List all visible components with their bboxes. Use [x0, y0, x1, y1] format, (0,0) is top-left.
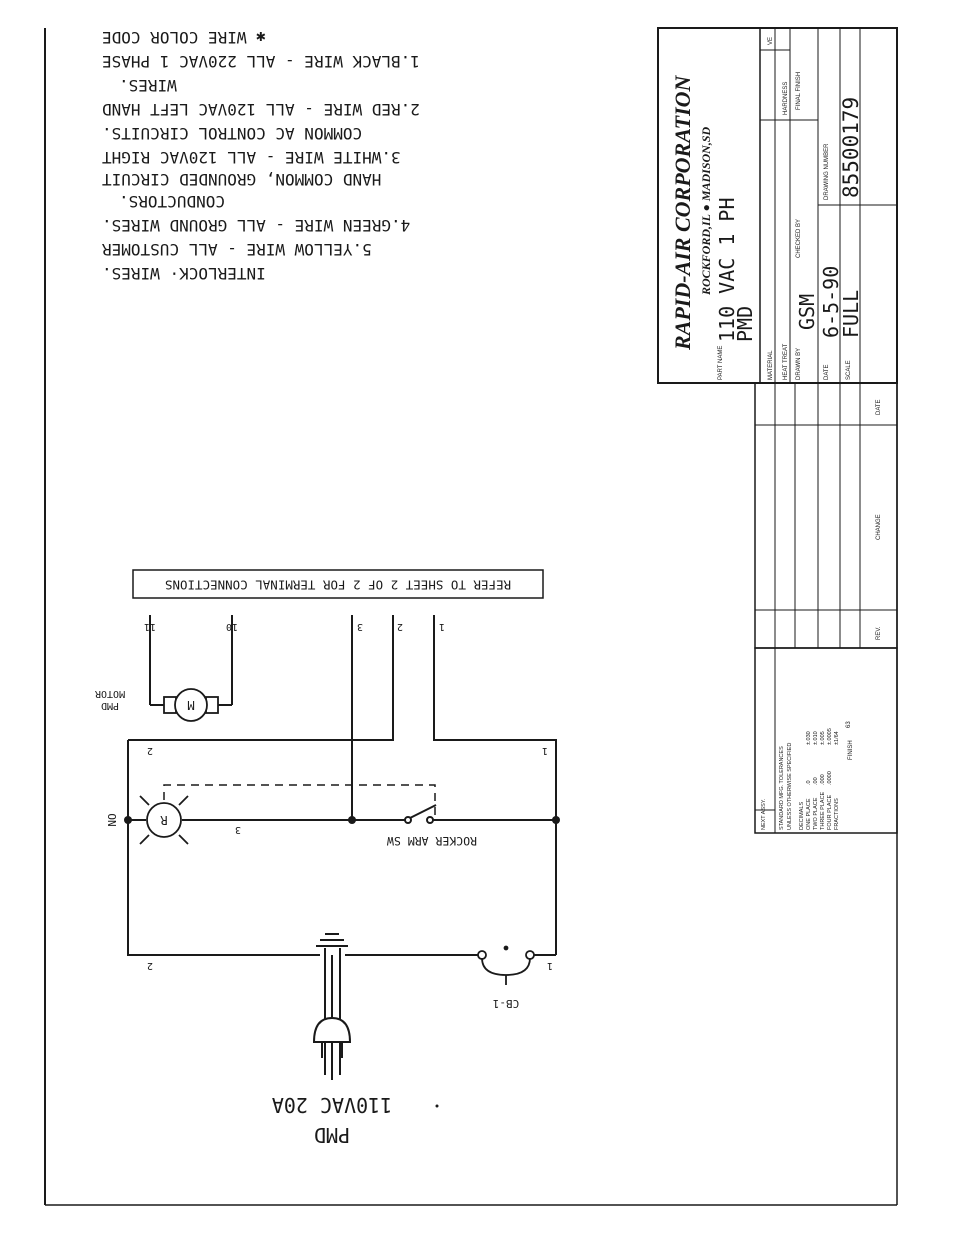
dashed-link [164, 785, 435, 818]
note-line: HAND COMMON, GROUNDED CIRCUIT [102, 170, 382, 189]
tolerance-row-value: ±.005 [820, 731, 826, 745]
tolerance-row-value: ±.030 [806, 731, 812, 745]
terminal-number: 11 [143, 621, 157, 632]
wire-number: 1 [541, 745, 549, 756]
ground-icon [316, 934, 348, 946]
part-name: PMD [733, 305, 757, 342]
tolerance-row-label: FRACTIONS [834, 798, 840, 830]
final-finish-label: FINAL FINISH [796, 71, 802, 110]
terminal-number: 1 [438, 621, 446, 632]
plug-icon [314, 948, 350, 1080]
material-label: MATERIAL [768, 350, 774, 380]
drawing-number: 85500179 [839, 96, 863, 198]
wire-number: 2 [146, 745, 154, 756]
motor-label: PMD [100, 700, 120, 711]
drawing-scale: FULL [839, 289, 863, 338]
date-label: DATE [824, 364, 830, 380]
rev-date-label: DATE [876, 399, 882, 415]
drawn-by: GSM [795, 293, 819, 330]
rev-label: REV. [876, 626, 882, 640]
tolerance-row-label: THREE PLACE [820, 791, 826, 830]
motor-symbol: M [187, 698, 195, 712]
wire-color-notes [102, 28, 420, 283]
heat-treat-label: HEAT TREAT [783, 343, 789, 380]
note-line: CONDUCTORS. [119, 192, 225, 211]
terminal-number: 3 [356, 621, 364, 632]
tolerance-title: STANDARD MFG. TOLERANCES [779, 746, 785, 830]
tolerance-title: UNLESS OTHERWISE SPECIFIED [787, 742, 793, 830]
tolerance-row-value: ±1/64 [834, 731, 840, 745]
wire-number: 3 [234, 824, 242, 835]
terminal-number: 2 [396, 621, 404, 632]
note-line: ✱ WIRE COLOR CODE [102, 28, 266, 47]
note-line: INTERLOCK· WIRES. [102, 264, 266, 283]
lamp-symbol: R [160, 813, 168, 827]
scale-label: SCALE [846, 360, 852, 380]
tolerance-row-example: .00 [813, 777, 819, 785]
refer-note: REFER TO SHEET 2 OF 2 FOR TERMINAL CONNECTIONS [164, 577, 512, 593]
note-line: 2.RED WIRE - ALL 120VAC LEFT HAND [102, 100, 420, 119]
breaker-label: CB-1 [492, 997, 520, 1010]
tolerance-row-value: ±.0005 [827, 728, 833, 745]
hardness-label: HARDNESS [783, 81, 789, 115]
tolerance-row-label: TWO PLACE [813, 797, 819, 830]
note-line: 1.BLACK WIRE - ALL 220VAC 1 PHASE [102, 52, 420, 71]
refer-note-box [133, 570, 543, 598]
rocker-switch-icon [405, 805, 436, 823]
stray-dot [436, 1105, 439, 1108]
drawing-date: 6-5-90 [819, 265, 843, 338]
junction-dot [552, 816, 560, 824]
supply-label: 110VAC 20A [271, 1093, 393, 1117]
tolerance-row-value: ±.010 [813, 731, 819, 745]
finish-value: 63 [846, 721, 852, 728]
junction-dot [348, 816, 356, 824]
part-name-label: PART NAME [718, 345, 724, 380]
tolerance-row-example: .0 [806, 780, 812, 785]
ve-label: VE [768, 36, 774, 45]
tolerance-row-label: FOUR PLACE [827, 794, 833, 830]
switch-label: ROCKER ARM SW [386, 834, 478, 848]
change-label: CHANGE [876, 514, 882, 540]
drawing-number-label: DRAWING NUMBER [824, 143, 830, 200]
on-label: ON [105, 813, 118, 827]
wire-number: 2 [146, 960, 154, 971]
next-assy-label: NEXT ASSY. [761, 798, 767, 830]
lead-1 [434, 615, 556, 955]
note-line: WIRES. [119, 76, 177, 95]
lead-2 [128, 615, 393, 740]
terminal-number: 10 [225, 621, 239, 632]
title-label: PMD [313, 1123, 351, 1147]
motor-label: MOTOR [94, 688, 126, 699]
note-line: COMMON AC CONTROL CIRCUITS. [102, 124, 363, 143]
tolerance-row-example: .0000 [827, 771, 833, 785]
title-block-text [670, 37, 882, 830]
left-bus [128, 740, 320, 955]
note-line: 3.WHITE WIRE - ALL 120VAC RIGHT [102, 148, 401, 167]
drawn-by-label: DRAWN BY [796, 347, 802, 380]
wire-number: 1 [546, 960, 554, 971]
company-location: ROCKFORD,IL ● MADISON,SD [699, 126, 713, 295]
breaker-icon [478, 947, 534, 986]
finish-label: FINISH [848, 740, 854, 760]
tolerance-row-label: ONE PLACE [806, 798, 812, 830]
junction-dot [124, 816, 132, 824]
company-name: RAPID-AIR CORPORATION [670, 75, 695, 350]
checked-by-label: CHECKED BY [796, 218, 802, 258]
note-line: 4.GREEN WIRE - ALL GROUND WIRES. [102, 216, 411, 235]
tolerance-row-example: .000 [820, 774, 826, 785]
note-line: 5.YELLOW WIRE - ALL CUSTOMER [102, 240, 372, 259]
tolerance-row-label: DECIMALS [799, 801, 805, 830]
part-name: 110 VAC 1 PH [715, 197, 739, 342]
